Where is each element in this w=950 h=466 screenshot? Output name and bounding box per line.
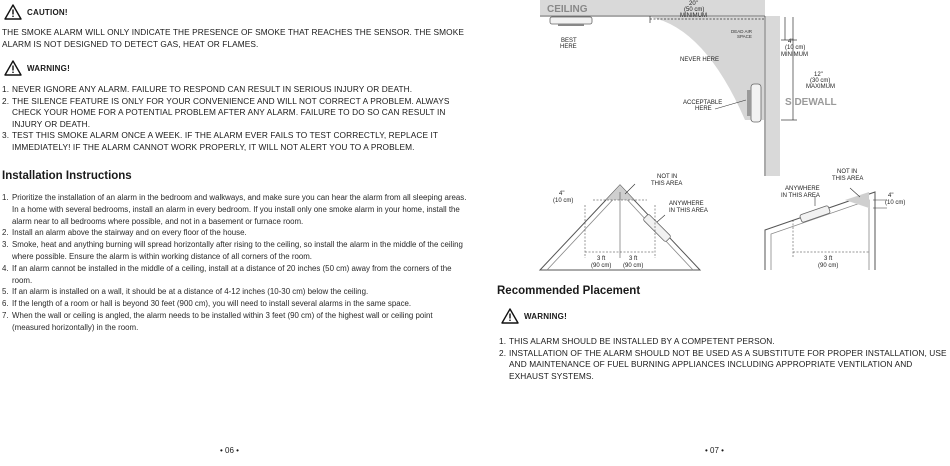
best-here-text: HERE: [560, 44, 577, 50]
ninety-cm-text: (90 cm): [591, 263, 612, 269]
page-number: • 07 •: [705, 446, 724, 455]
dim-20-text: 20": [689, 1, 698, 7]
dim-4-text: 4": [788, 39, 794, 45]
warning-item: [2, 130, 467, 153]
item-text: If an alarm is installed on a wall, it should be at a distance of 4-12 inches (10-30 cm) below the ceiling.: [12, 287, 369, 297]
item-text: Smoke, heat and anything burning will spread horizontally after rising to the ceiling, so install the alarm in the middle of the ceiling where possible. Ensure the alarm is within working distance of all corners of the room.: [12, 240, 463, 261]
dim-20-cm-text: (50 cm): [684, 7, 705, 13]
item-text: INSTALLATION OF THE ALARM SHOULD NOT BE USED AS A SUBSTITUTE FOR PROPER INSTALLATION, USE AND MAINTENANCE OF FUEL BURNING APPLIANCES INCLUDING APPROPRIATE VENTILATION AND EXHAUST SYSTEMS.: [509, 347, 947, 381]
smoke-detector-shed-icon: [800, 205, 831, 222]
item-number: 2.: [2, 228, 9, 238]
anywhere-text: ANYWHERE: [669, 201, 704, 207]
ceiling-sidewall-diagram: [540, 0, 837, 176]
item-text: THIS ALARM SHOULD BE INSTALLED BY A COMPETENT PERSON.: [509, 336, 775, 346]
warning-heading: [4, 60, 70, 76]
three-ft-text: 3 ft: [597, 256, 606, 262]
install-item: [2, 310, 467, 334]
item-number: 1.: [2, 193, 9, 202]
detector-base: [558, 24, 584, 26]
right-page: [475, 0, 950, 466]
install-item: [2, 263, 467, 287]
dim-12-text: 12": [814, 72, 823, 78]
item-text: If an alarm cannot be installed in the middle of a ceiling, install at a distance of 20 inches (50 cm) away from the corners of the room.: [12, 263, 452, 285]
item-text: Install an alarm above the stairway and on every floor of the house.: [12, 228, 247, 238]
detector-base: [747, 90, 751, 116]
item-number: 7.: [2, 310, 9, 320]
caution-text: THE SMOKE ALARM WILL ONLY INDICATE THE PRESENCE OF SMOKE THAT REACHES THE SENSOR. THE SMOKE ALARM IS NOT DESIGNED TO DETECT GAS, HEAT OR FLAMES.: [2, 27, 464, 49]
page-number: • 06 •: [220, 446, 239, 455]
dim-12-cm-text: (30 cm): [810, 78, 831, 84]
anywhere-area-text: IN THIS AREA: [669, 208, 708, 214]
dead-air-space-text: SPACE: [737, 34, 752, 39]
acceptable-here-text: HERE: [695, 106, 712, 112]
not-in-area-text: THIS AREA: [832, 176, 864, 182]
three-ft-text: 3 ft: [629, 256, 638, 262]
ten-cm-text: (10 cm): [885, 200, 906, 206]
item-text: Prioritize the installation of an alarm in the bedroom and walkways, and make sure you can hear the alarm from all sleeping areas. In a home with several bedrooms, install an alarm in every bedroom. If you install only one smoke alarm in your home, install the alarm near to all bedrooms where possible, and not in a basement or furnace room.: [12, 193, 467, 226]
item-number: 2.: [2, 95, 10, 106]
warning-label: WARNING!: [524, 311, 567, 321]
item-number: 2.: [499, 347, 507, 358]
caution-heading: [4, 4, 68, 20]
shed-ceiling-diagram: [765, 169, 905, 270]
item-number: 1.: [2, 84, 10, 94]
ceiling-label: CEILING: [547, 4, 588, 15]
item-number: 1.: [499, 336, 507, 346]
item-number: 5.: [2, 287, 9, 297]
warning-triangle-icon: [4, 60, 22, 76]
install-item: [2, 298, 467, 310]
placement-diagram: [475, 0, 950, 280]
anywhere-area-text: IN THIS AREA: [781, 193, 820, 199]
caution-text-block: [2, 27, 464, 50]
dead-air-text: DEAD AIR: [731, 29, 753, 34]
four-inch-text: 4": [559, 191, 565, 197]
ten-cm-text: (10 cm): [553, 198, 574, 204]
warning-item: [2, 96, 467, 131]
smoke-detector-ceiling-icon: [550, 17, 592, 24]
recommended-title: Recommended Placement: [497, 285, 641, 297]
ninety-cm-text: (90 cm): [818, 263, 839, 269]
not-in-text: NOT IN: [837, 169, 858, 175]
three-ft-text: 3 ft: [824, 256, 833, 262]
item-text: THE SILENCE FEATURE IS ONLY FOR YOUR CONVENIENCE AND WILL NOT CORRECT A PROBLEM. ALWAYS CHECK YOUR HOME FOR A POTENTIAL PROBLEM AFTER ANY ALARM. FAILURE TO DO SO CAN RESULT IN INJURY OR DEATH.: [12, 95, 450, 129]
not-in-text: NOT IN: [657, 174, 678, 180]
never-here-text: NEVER HERE: [680, 57, 720, 63]
warning-label: WARNING!: [27, 63, 70, 73]
sidewall-band: [766, 16, 780, 176]
item-number: 4.: [2, 263, 9, 273]
item-number: 6.: [2, 299, 9, 309]
warning-triangle-icon: [4, 4, 22, 20]
install-item: [2, 227, 467, 239]
best-text: BEST: [561, 38, 577, 44]
four-inch-text: 4": [888, 193, 894, 199]
dim-20-min-text: MINIMUM: [680, 13, 707, 19]
warning-item: [2, 84, 467, 96]
warning-list: [499, 336, 947, 382]
install-item: [2, 192, 467, 227]
peaked-ceiling-diagram: [540, 174, 708, 270]
smoke-detector-wall-icon: [751, 84, 761, 122]
installation-list: [2, 192, 467, 334]
item-text: If the length of a room or hall is beyond 30 feet (900 cm), you will need to install several alarms in the same space.: [12, 299, 412, 309]
smoke-detector-slope-icon: [643, 214, 671, 242]
item-text: NEVER IGNORE ANY ALARM. FAILURE TO RESPOND CAN RESULT IN SERIOUS INJURY OR DEATH.: [12, 84, 413, 94]
warning-item: [499, 336, 947, 348]
acceptable-text: ACCEPTABLE: [683, 100, 723, 106]
install-item: [2, 239, 467, 263]
caution-label: CAUTION!: [27, 7, 68, 17]
installation-title: Installation Instructions: [2, 170, 132, 182]
dim-4-min-text: MINIMUM: [781, 52, 808, 58]
item-text: TEST THIS SMOKE ALARM ONCE A WEEK. IF THE ALARM EVER FAILS TO TEST CORRECTLY, REPLACE IT IMMEDIATELY! IF THE ALARM CANNOT WORK PROPERLY, IT WILL NOT ALERT YOU TO A PROBLEM.: [12, 130, 438, 152]
warning-heading: [501, 308, 567, 324]
not-in-area-text: THIS AREA: [651, 181, 683, 187]
sidewall-label: SIDEWALL: [785, 97, 837, 108]
dim-4-cm-text: (10 cm): [785, 45, 806, 51]
item-number: 3.: [2, 240, 9, 250]
warning-item: [499, 348, 947, 383]
warning-triangle-icon: [501, 308, 519, 324]
install-item: [2, 286, 467, 298]
item-text: When the wall or ceiling is angled, the alarm needs to be installed within 3 feet (90 cm) of the highest wall or ceiling point (measured horizontally) in the room.: [12, 310, 433, 332]
left-page: [0, 0, 470, 466]
item-number: 3.: [2, 130, 10, 140]
dim-12-max-text: MAXIMUM: [806, 84, 835, 90]
ninety-cm-text: (90 cm): [623, 263, 644, 269]
warning-list: [2, 84, 467, 153]
anywhere-text: ANYWHERE: [785, 186, 820, 192]
